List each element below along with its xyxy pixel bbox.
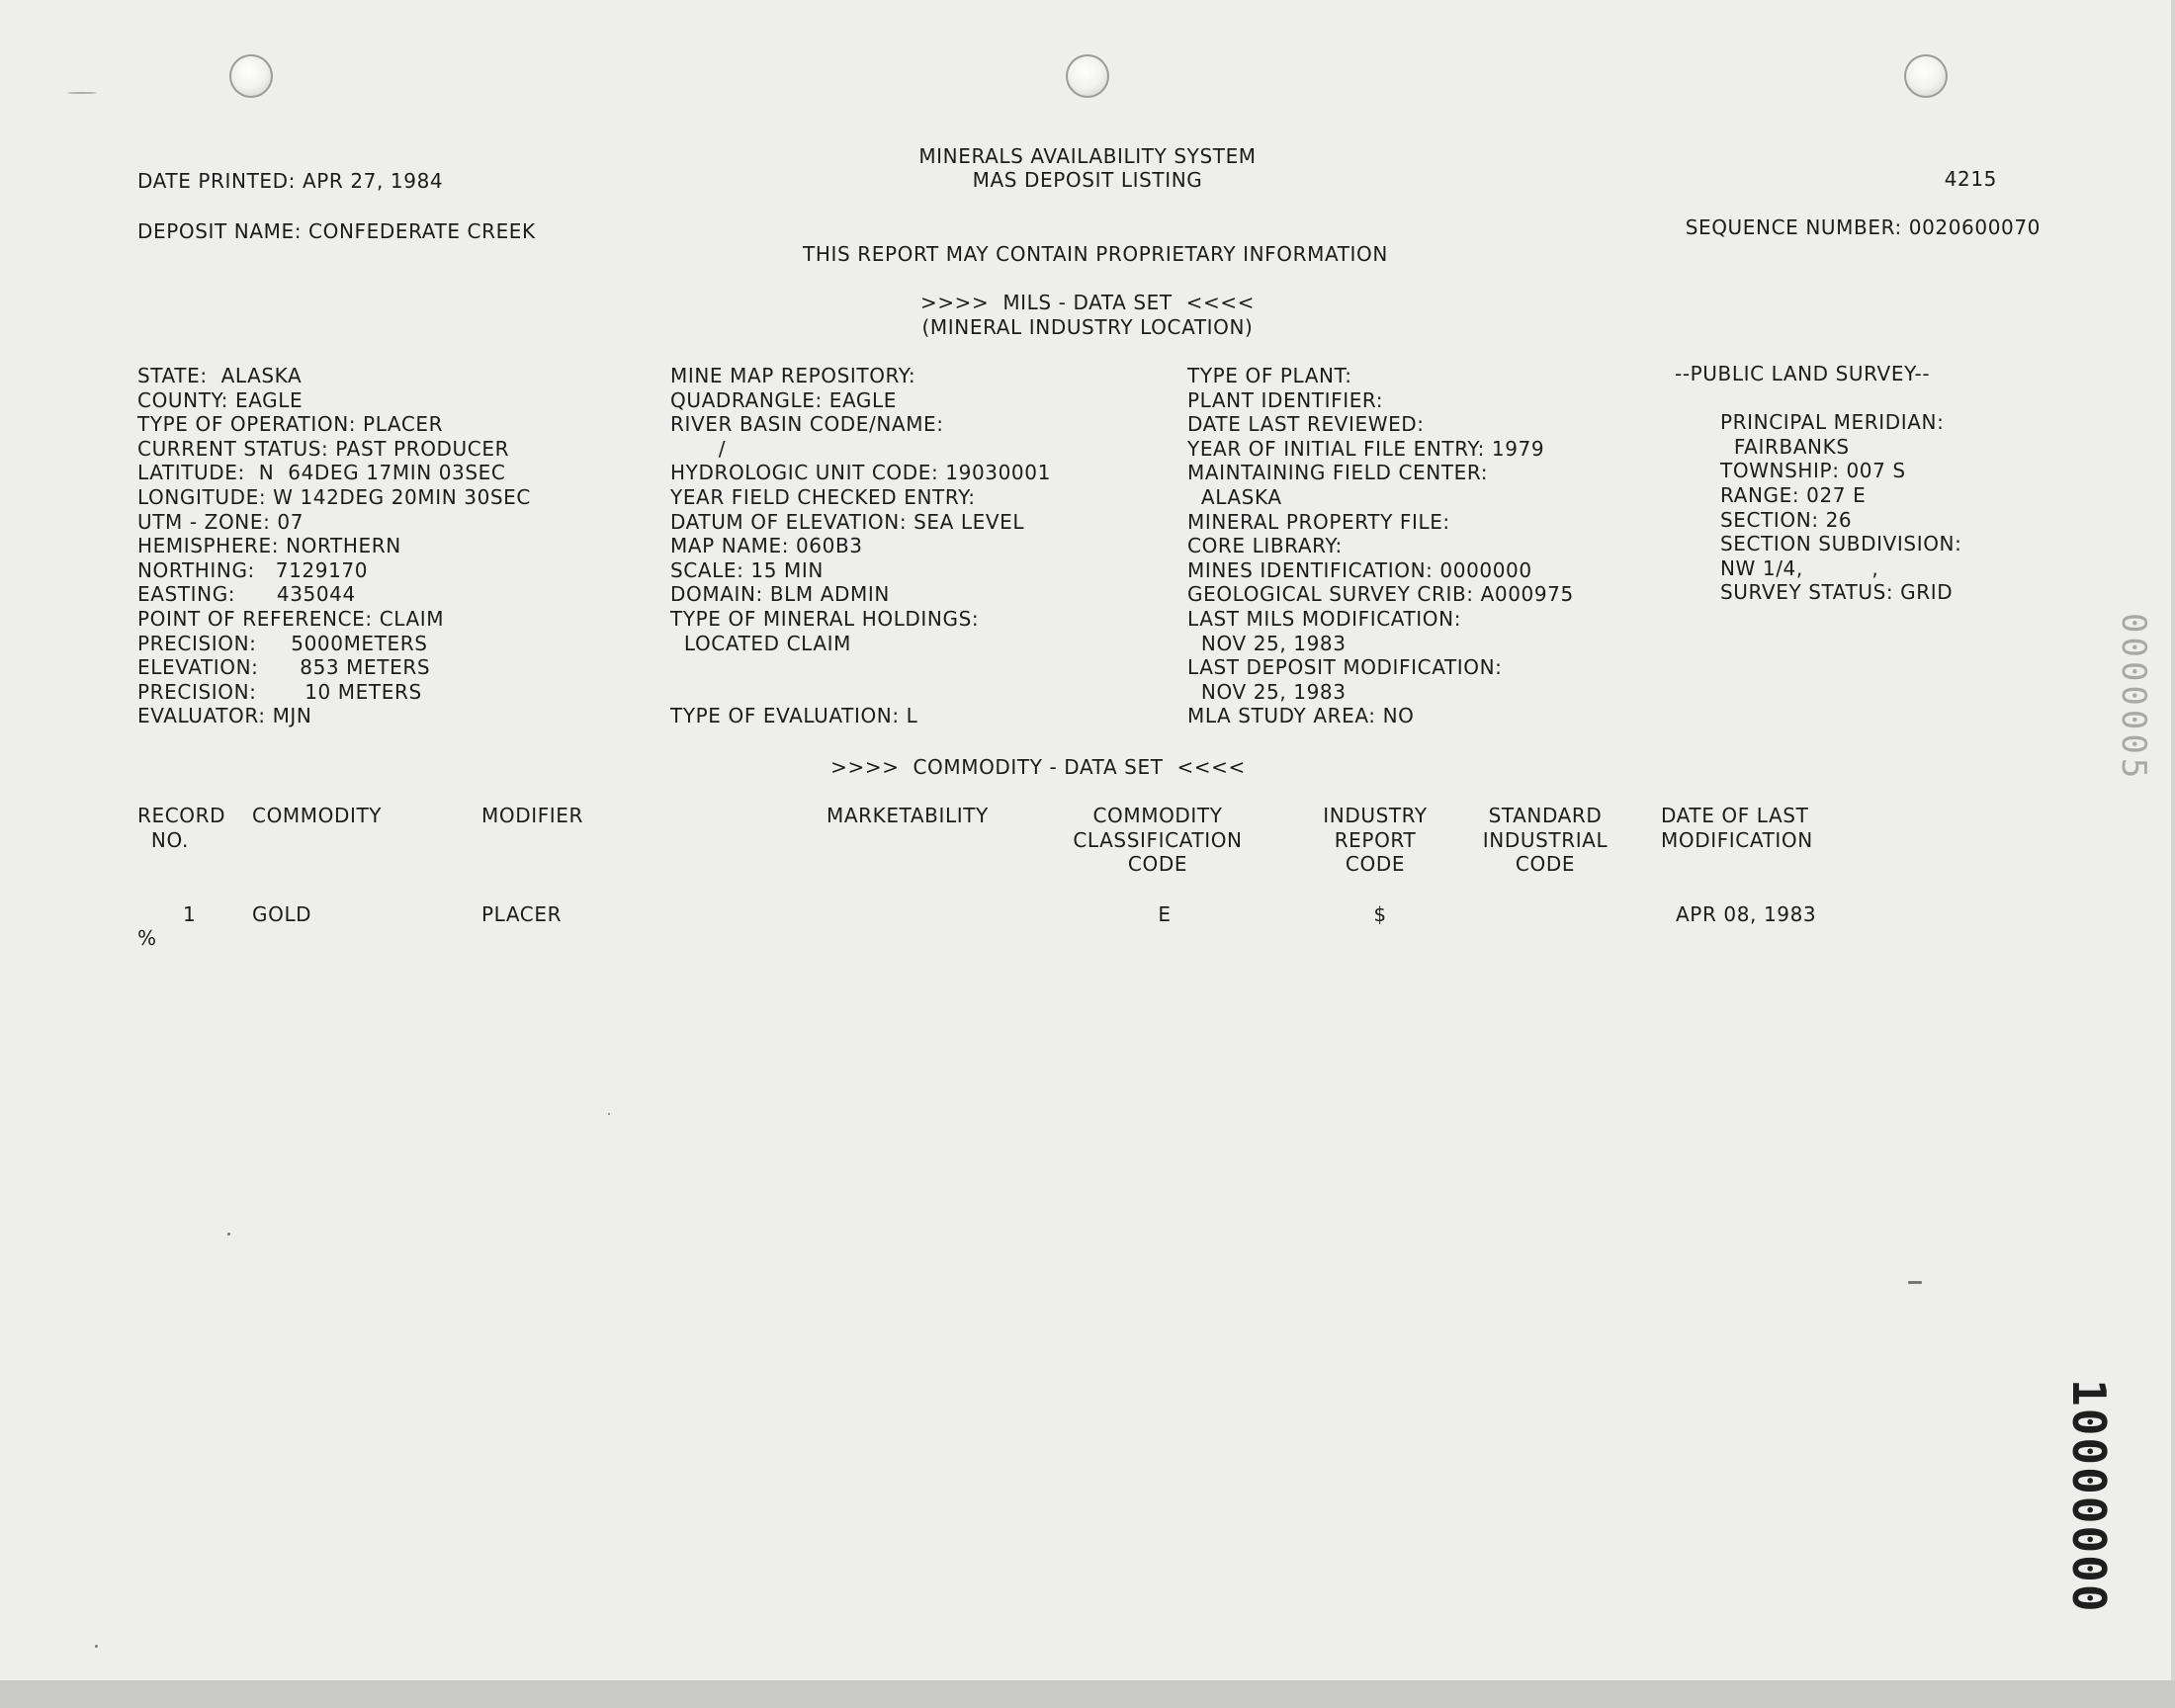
listing-title: MAS DEPOSIT LISTING bbox=[972, 168, 1203, 192]
header-marketability: MARKETABILITY bbox=[826, 804, 989, 827]
field-line: FAIRBANKS bbox=[1720, 434, 1850, 459]
field-line: CURRENT STATUS: PAST PRODUCER bbox=[137, 436, 510, 461]
field-line: SCALE: 15 MIN bbox=[670, 557, 824, 582]
field-line bbox=[670, 680, 1051, 705]
field-line: PLANT IDENTIFIER: bbox=[1187, 387, 1384, 412]
field-line: TYPE OF OPERATION: PLACER bbox=[137, 412, 444, 437]
field-line: NOV 25, 1983 bbox=[1187, 679, 1347, 704]
field-line: HEMISPHERE: NORTHERN bbox=[137, 534, 401, 558]
scan-speck bbox=[227, 1233, 230, 1236]
field-line: POINT OF REFERENCE: CLAIM bbox=[137, 606, 445, 631]
field-line: RANGE: 027 E bbox=[1720, 482, 1867, 507]
header-commodity: COMMODITY bbox=[252, 804, 383, 827]
row-commodity: GOLD bbox=[252, 902, 312, 926]
field-line: LATITUDE: N 64DEG 17MIN 03SEC bbox=[137, 461, 506, 485]
header-date-modified: DATE OF LAST MODIFICATION bbox=[1661, 804, 1813, 852]
field-line: LONGITUDE: W 142DEG 20MIN 30SEC bbox=[137, 484, 531, 509]
punch-hole-left bbox=[229, 54, 273, 98]
header-modifier: MODIFIER bbox=[481, 804, 584, 827]
field-line: STATE: ALASKA bbox=[137, 364, 303, 387]
field-line: NORTHING: 7129170 bbox=[137, 557, 369, 582]
field-line: LAST DEPOSIT MODIFICATION: bbox=[1187, 655, 1503, 680]
page-number: 4215 bbox=[1944, 167, 1997, 191]
header-sic: STANDARD INDUSTRIAL CODE bbox=[1482, 804, 1609, 877]
field-line: LAST MILS MODIFICATION: bbox=[1187, 606, 1462, 631]
field-line: / bbox=[670, 436, 727, 461]
field-line: DATE LAST REVIEWED: bbox=[1187, 412, 1425, 437]
field-line: SECTION: 26 bbox=[1720, 507, 1853, 532]
field-line: YEAR FIELD CHECKED ENTRY: bbox=[670, 484, 976, 509]
field-line: MINE MAP REPOSITORY: bbox=[670, 364, 916, 387]
header-classification: COMMODITY CLASSIFICATION CODE bbox=[1073, 804, 1243, 877]
field-line: MINES IDENTIFICATION: 0000000 bbox=[1187, 557, 1532, 582]
field-line: HYDROLOGIC UNIT CODE: 19030001 bbox=[670, 461, 1051, 485]
scan-speck bbox=[67, 92, 97, 94]
mils-title: >>>> MILS - DATA SET <<<< bbox=[919, 291, 1256, 314]
field-line: ALASKA bbox=[1187, 484, 1282, 509]
end-marker: % bbox=[137, 926, 157, 950]
field-line: EASTING: 435044 bbox=[137, 582, 356, 607]
field-line: NOV 25, 1983 bbox=[1187, 631, 1347, 655]
field-line: QUADRANGLE: EAGLE bbox=[670, 387, 898, 412]
field-line: CORE LIBRARY: bbox=[1187, 534, 1343, 558]
row-industry-report: $ bbox=[1373, 902, 1387, 926]
field-line: TOWNSHIP: 007 S bbox=[1720, 459, 1906, 483]
land-survey-column bbox=[1675, 362, 1961, 605]
map-column bbox=[670, 364, 1051, 728]
mils-subtitle: (MINERAL INDUSTRY LOCATION) bbox=[921, 315, 1254, 339]
field-line: EVALUATOR: MJN bbox=[137, 704, 312, 728]
field-line: ELEVATION: 853 METERS bbox=[137, 655, 431, 680]
row-date-modified: APR 08, 1983 bbox=[1676, 902, 1817, 926]
field-line: SURVEY STATUS: GRID bbox=[1720, 580, 1954, 605]
commodity-title: >>>> COMMODITY - DATA SET <<<< bbox=[830, 755, 1246, 779]
scan-speck bbox=[608, 1113, 610, 1115]
row-modifier: PLACER bbox=[481, 902, 563, 926]
field-line: GEOLOGICAL SURVEY CRIB: A000975 bbox=[1187, 582, 1574, 607]
scan-speck bbox=[1908, 1281, 1922, 1284]
survey-heading: --PUBLIC LAND SURVEY-- bbox=[1675, 362, 1931, 385]
punch-hole-center bbox=[1066, 54, 1109, 98]
row-classification: E bbox=[1158, 902, 1172, 926]
field-line: DOMAIN: BLM ADMIN bbox=[670, 582, 890, 607]
scan-border bbox=[0, 1680, 2175, 1708]
field-line: SECTION SUBDIVISION: bbox=[1720, 532, 1962, 556]
proprietary-notice: THIS REPORT MAY CONTAIN PROPRIETARY INFORMATION bbox=[803, 242, 1388, 266]
header-record-no: RECORD NO. bbox=[137, 804, 226, 852]
field-line: LOCATED CLAIM bbox=[670, 631, 851, 655]
field-line: TYPE OF PLANT: bbox=[1187, 364, 1352, 387]
row-record-no: 1 bbox=[183, 902, 197, 926]
margin-stamp-upper: 0000005 bbox=[2114, 613, 2153, 783]
field-line: MLA STUDY AREA: NO bbox=[1187, 704, 1415, 728]
field-line: MINERAL PROPERTY FILE: bbox=[1187, 509, 1450, 534]
file-column bbox=[1187, 364, 1574, 728]
field-line: TYPE OF EVALUATION: L bbox=[670, 704, 918, 728]
field-line: MAP NAME: 060B3 bbox=[670, 534, 863, 558]
field-line bbox=[1675, 386, 1961, 411]
deposit-name: DEPOSIT NAME: CONFEDERATE CREEK bbox=[137, 219, 536, 243]
field-line: PRECISION: 10 METERS bbox=[137, 679, 422, 704]
field-line: DATUM OF ELEVATION: SEA LEVEL bbox=[670, 509, 1025, 534]
field-line: RIVER BASIN CODE/NAME: bbox=[670, 412, 944, 437]
field-line: COUNTY: EAGLE bbox=[137, 387, 304, 412]
field-line bbox=[670, 655, 1051, 680]
field-line: PRINCIPAL MERIDIAN: bbox=[1720, 410, 1945, 435]
field-line: YEAR OF INITIAL FILE ENTRY: 1979 bbox=[1187, 436, 1545, 461]
field-line: MAINTAINING FIELD CENTER: bbox=[1187, 461, 1489, 485]
scan-speck bbox=[95, 1645, 98, 1648]
margin-stamp-lower: 10000000 bbox=[2062, 1379, 2116, 1614]
sequence-number: SEQUENCE NUMBER: 0020600070 bbox=[1685, 215, 2041, 239]
date-printed: DATE PRINTED: APR 27, 1984 bbox=[137, 169, 444, 193]
header-industry-report: INDUSTRY REPORT CODE bbox=[1323, 804, 1428, 877]
location-column bbox=[137, 364, 531, 728]
field-line: NW 1/4, , bbox=[1720, 555, 1879, 580]
field-line: UTM - ZONE: 07 bbox=[137, 509, 304, 534]
field-line: TYPE OF MINERAL HOLDINGS: bbox=[670, 606, 980, 631]
field-line: PRECISION: 5000METERS bbox=[137, 631, 428, 655]
system-title: MINERALS AVAILABILITY SYSTEM bbox=[918, 144, 1257, 168]
punch-hole-right bbox=[1904, 54, 1948, 98]
